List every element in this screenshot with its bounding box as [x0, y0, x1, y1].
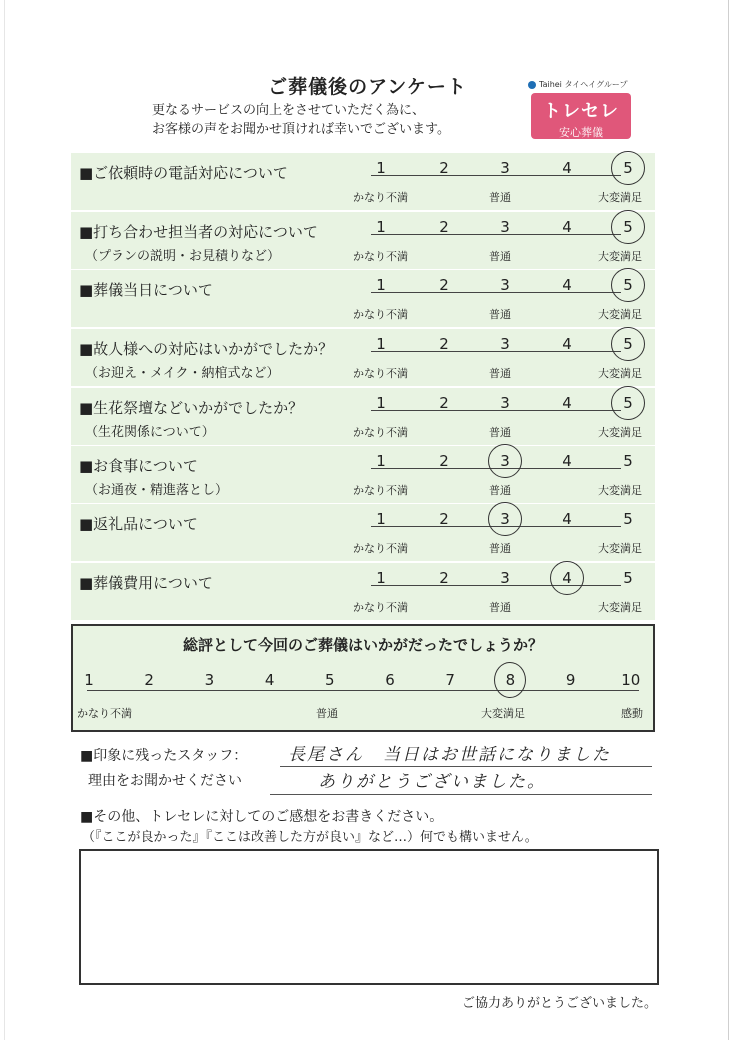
overall-option-7[interactable]: 7 [445, 671, 455, 689]
rating-option-5[interactable]: 5 [623, 335, 633, 353]
rating-option-2[interactable]: 2 [439, 218, 449, 236]
question-label: ■生花祭壇などいかがでしたか？ [79, 399, 304, 417]
rating-option-1[interactable]: 1 [376, 510, 386, 528]
rating-option-3[interactable]: 3 [500, 218, 510, 236]
brand-logo [528, 79, 636, 139]
question-sublabel: （お通夜・精進落とし） [85, 483, 229, 498]
rating-option-1[interactable]: 1 [376, 159, 386, 177]
rating-option-4[interactable]: 4 [562, 159, 572, 177]
overall-option-5[interactable]: 5 [325, 671, 335, 689]
rating-option-5[interactable]: 5 [623, 218, 633, 236]
question-sublabel: （お迎え・メイク・納棺式など） [85, 366, 280, 381]
logo-badge [531, 93, 631, 139]
scale-low-label: かなり不満 [353, 308, 408, 321]
reason-label: 理由をお聞かせください [88, 773, 242, 789]
rating-option-2[interactable]: 2 [439, 510, 449, 528]
rating-option-4[interactable]: 4 [562, 276, 572, 294]
question-sublabel: （生花関係について） [85, 425, 215, 440]
rating-option-2[interactable]: 2 [439, 276, 449, 294]
selected-rating-circle [611, 386, 645, 420]
thanks-text: ご協力ありがとうございました。 [462, 996, 658, 1011]
overall-label-high: 大変満足 [481, 707, 525, 720]
rating-option-2[interactable]: 2 [439, 159, 449, 177]
rating-option-3[interactable]: 3 [500, 276, 510, 294]
page-edge [728, 0, 729, 1040]
rating-option-5[interactable]: 5 [623, 452, 633, 470]
question-row [71, 504, 655, 561]
scale-high-label: 大変満足 [598, 191, 642, 204]
logo-brand-main: トレセレ [543, 101, 619, 122]
overall-option-2[interactable]: 2 [144, 671, 154, 689]
scale-low-label: かなり不満 [353, 367, 408, 380]
overall-option-3[interactable]: 3 [204, 671, 215, 689]
overall-label-mid: 普通 [316, 707, 338, 720]
question-row [71, 270, 655, 327]
scale-mid-label: 普通 [489, 426, 511, 439]
question-row [71, 388, 655, 445]
question-row [71, 212, 655, 269]
selected-rating-circle [550, 561, 584, 595]
scale-high-label: 大変満足 [598, 308, 642, 321]
scale-low-label: かなり不満 [353, 484, 408, 497]
reason-underline [270, 794, 652, 795]
selected-rating-circle [611, 151, 645, 185]
comment-box[interactable] [79, 849, 659, 985]
overall-option-10[interactable]: 10 [621, 671, 641, 689]
question-label: ■ご依頼時の電話対応について [79, 164, 288, 182]
overall-title: 総評として今回のご葬儀はいかがだったでしょうか？ [182, 636, 543, 654]
rating-option-1[interactable]: 1 [376, 218, 386, 236]
question-row [71, 563, 655, 620]
question-label: ■返礼品について [79, 515, 198, 533]
question-sublabel: （プランの説明・お見積りなど） [85, 249, 281, 264]
overall-rating-box [71, 624, 655, 732]
question-label: ■葬儀費用について [79, 574, 213, 592]
scale-mid-label: 普通 [489, 308, 511, 321]
rating-option-4[interactable]: 4 [562, 394, 572, 412]
intro-line-1: 更なるサービスの向上をさせていただく為に、 [152, 103, 426, 118]
rating-option-1[interactable]: 1 [376, 569, 386, 587]
other-sub: （『ここが良かった』『ここは改善した方が良い』など…）何でも構いません。 [82, 830, 538, 845]
survey-title: ご葬儀後のアンケート [268, 76, 467, 98]
rating-option-2[interactable]: 2 [439, 335, 449, 353]
rating-option-4[interactable]: 4 [562, 569, 572, 587]
scale-high-label: 大変満足 [598, 601, 642, 614]
question-label: ■故人様への対応はいかがでしたか？ [79, 340, 334, 358]
scale-low-label: かなり不満 [353, 250, 408, 263]
selected-rating-circle [611, 210, 645, 244]
scale-high-label: 大変満足 [598, 426, 642, 439]
overall-option-1[interactable]: 1 [84, 671, 94, 689]
overall-option-8[interactable]: 8 [505, 671, 516, 689]
intro-line-2: お客様の声をお聞かせ頂ければ幸いでございます。 [152, 122, 450, 137]
selected-rating-circle [611, 268, 645, 302]
rating-option-4[interactable]: 4 [562, 452, 572, 470]
rating-option-1[interactable]: 1 [376, 394, 386, 412]
question-row [71, 153, 655, 210]
rating-option-5[interactable]: 5 [623, 510, 633, 528]
scale-mid-label: 普通 [489, 191, 511, 204]
scale-mid-label: 普通 [489, 542, 511, 555]
logo-brand-small: Taihei タイヘイグループ [539, 80, 628, 89]
scale-high-label: 大変満足 [598, 542, 642, 555]
rating-option-2[interactable]: 2 [439, 394, 449, 412]
scale-low-label: かなり不満 [353, 542, 408, 555]
scale-high-label: 大変満足 [598, 484, 642, 497]
reason-answer[interactable]: ありがとうございました。 [318, 772, 546, 792]
scale-high-label: 大変満足 [598, 250, 642, 263]
scale-mid-label: 普通 [489, 250, 511, 263]
selected-rating-circle [488, 444, 522, 478]
question-row [71, 329, 655, 386]
overall-scale-line [87, 690, 639, 691]
selected-rating-circle [611, 327, 645, 361]
staff-label: ■印象に残ったスタッフ： [80, 748, 248, 764]
rating-option-5[interactable]: 5 [623, 394, 633, 412]
question-label: ■お食事について [79, 457, 198, 475]
scale-low-label: かなり不満 [353, 601, 408, 614]
logo-brand-sub: 安心葬儀 [559, 126, 603, 139]
rating-option-3[interactable]: 3 [500, 335, 510, 353]
scale-low-label: かなり不満 [353, 191, 408, 204]
rating-option-3[interactable]: 3 [500, 394, 510, 412]
scale-low-label: かなり不満 [353, 426, 408, 439]
rating-option-1[interactable]: 1 [376, 276, 386, 294]
taihei-icon [528, 81, 536, 89]
overall-option-6[interactable]: 6 [385, 671, 395, 689]
other-label: ■その他、トレセレに対してのご感想をお書きください。 [80, 809, 444, 825]
overall-label-low: かなり不満 [77, 707, 132, 720]
scale-mid-label: 普通 [489, 484, 511, 497]
rating-option-3[interactable]: 3 [500, 569, 510, 587]
scale-mid-label: 普通 [489, 601, 511, 614]
overall-option-4[interactable]: 4 [264, 671, 275, 689]
overall-label-top: 感動 [621, 707, 643, 720]
scale-mid-label: 普通 [489, 367, 511, 380]
selected-rating-circle [488, 502, 522, 536]
overall-option-9[interactable]: 9 [565, 671, 576, 689]
rating-option-3[interactable]: 3 [500, 159, 510, 177]
question-label: ■葬儀当日について [79, 281, 213, 299]
question-row [71, 446, 655, 503]
overall-selected-circle [494, 662, 526, 698]
rating-option-1[interactable]: 1 [376, 452, 386, 470]
rating-option-2[interactable]: 2 [439, 569, 449, 587]
scale-high-label: 大変満足 [598, 367, 642, 380]
page-edge-left [4, 0, 5, 1040]
rating-option-4[interactable]: 4 [562, 335, 572, 353]
staff-answer[interactable]: 長尾さん 当日はお世話になりました [288, 745, 611, 765]
rating-option-4[interactable]: 4 [562, 218, 572, 236]
rating-option-5[interactable]: 5 [623, 276, 633, 294]
rating-option-5[interactable]: 5 [623, 159, 633, 177]
rating-option-4[interactable]: 4 [562, 510, 572, 528]
rating-option-5[interactable]: 5 [623, 569, 633, 587]
rating-option-3[interactable]: 3 [500, 510, 510, 528]
rating-option-3[interactable]: 3 [500, 452, 510, 470]
survey-intro [152, 101, 450, 139]
question-label: ■打ち合わせ担当者の対応について [79, 223, 318, 241]
rating-option-2[interactable]: 2 [439, 452, 449, 470]
rating-option-1[interactable]: 1 [376, 335, 386, 353]
